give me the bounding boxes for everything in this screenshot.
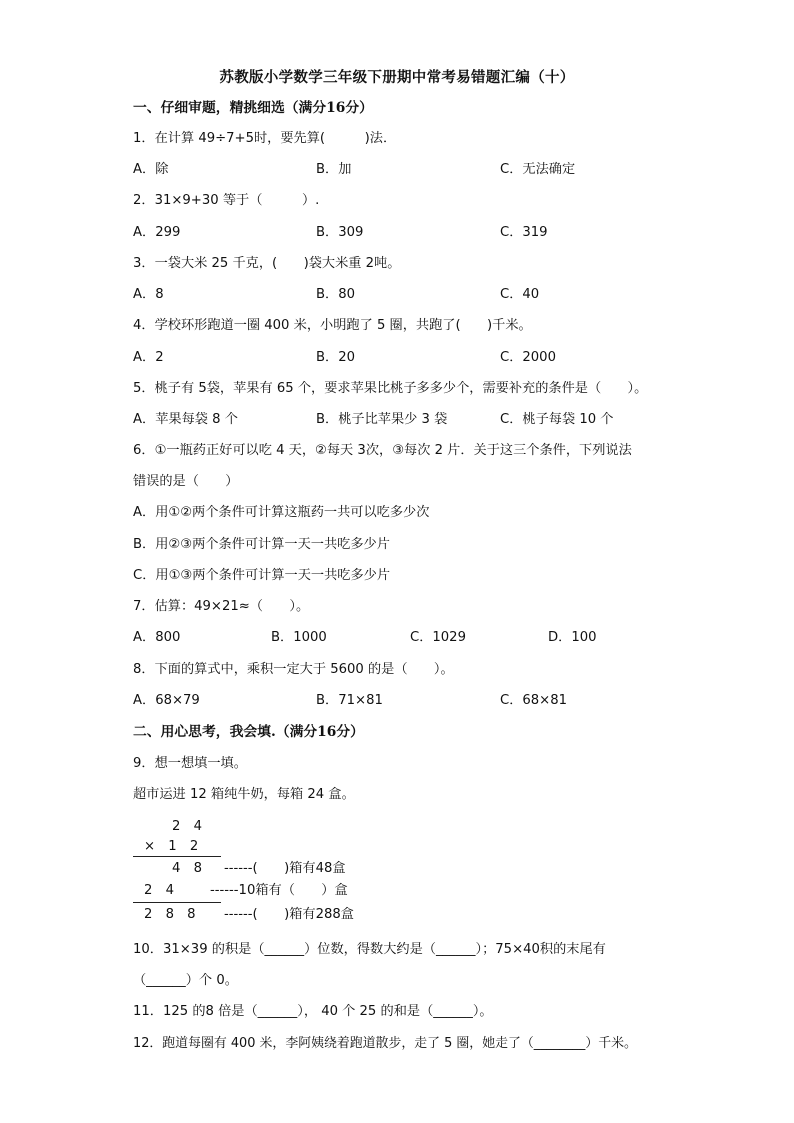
calc-partial-1: 4 8 — [172, 861, 202, 876]
question-9-context: 超市运进 12 箱纯牛奶，每箱 24 盒。 — [133, 787, 355, 802]
calc-rule-1 — [133, 856, 221, 857]
question-4: 4．学校环形跑道一圈 400 米，小明跑了 5 圈，共跑了( )千米。 — [133, 318, 532, 333]
q5-option-b[interactable]: B．桃子比苹果少 3 袋 — [316, 412, 448, 427]
q3-option-c[interactable]: C．40 — [500, 287, 540, 302]
q6-option-a[interactable]: A．用①②两个条件可计算这瓶药一共可以吃多少次 — [133, 505, 430, 520]
question-3: 3．一袋大米 25 千克，( )袋大米重 2吨。 — [133, 256, 401, 271]
question-7: 7．估算：49×21≈（ ）。 — [133, 599, 310, 614]
q1-option-c[interactable]: C．无法确定 — [500, 162, 576, 177]
calc-note-3: ------( )箱有288盒 — [224, 907, 354, 922]
calc-product: 2 8 8 — [144, 907, 196, 922]
q5-option-a[interactable]: A．苹果每袋 8 个 — [133, 412, 238, 427]
calc-partial-2: 2 4 — [144, 883, 174, 898]
calc-note-1: ------( )箱有48盒 — [224, 861, 346, 876]
calc-multiplier: × 1 2 — [144, 839, 199, 854]
question-6-line-2: 错误的是（ ） — [133, 474, 239, 489]
q1-option-b[interactable]: B．加 — [316, 162, 352, 177]
question-2: 2．31×9+30 等于（ ）. — [133, 193, 320, 208]
q3-option-a[interactable]: A．8 — [133, 287, 164, 302]
calc-multiplicand: 2 4 — [172, 819, 202, 834]
q5-option-c[interactable]: C．桃子每袋 10 个 — [500, 412, 614, 427]
section-1-heading: 一、仔细审题，精挑细选（满分16分） — [133, 100, 373, 116]
q4-option-a[interactable]: A．2 — [133, 350, 164, 365]
question-1: 1．在计算 49÷7+5时，要先算( )法． — [133, 131, 397, 146]
q2-option-c[interactable]: C．319 — [500, 225, 548, 240]
q6-option-b[interactable]: B．用②③两个条件可计算一天一共吃多少片 — [133, 537, 390, 552]
q1-option-a[interactable]: A．除 — [133, 162, 169, 177]
section-2-heading: 二、用心思考，我会填.（满分16分） — [133, 724, 364, 740]
q7-option-a[interactable]: A．800 — [133, 630, 181, 645]
q7-option-d[interactable]: D．100 — [548, 630, 597, 645]
calc-note-2: ------10箱有（ ）盒 — [210, 883, 348, 898]
q7-option-c[interactable]: C．1029 — [410, 630, 466, 645]
question-10-line-1: 10．31×39 的积是（______）位数，得数大约是（______）；75×40积的末尾有 — [133, 942, 606, 957]
q8-option-a[interactable]: A．68×79 — [133, 693, 200, 708]
q8-option-b[interactable]: B．71×81 — [316, 693, 383, 708]
question-5: 5．桃子有 5袋，苹果有 65 个，要求苹果比桃子多多少个，需要补充的条件是（ ）。 — [133, 381, 648, 396]
page-title: 苏教版小学数学三年级下册期中常考易错题汇编（十） — [219, 69, 575, 86]
question-12: 12．跑道每圈有 400 米，李阿姨绕着跑道散步，走了 5 圈，她走了（________）千米。 — [133, 1036, 637, 1051]
question-9: 9．想一想填一填。 — [133, 756, 247, 771]
q4-option-b[interactable]: B．20 — [316, 350, 356, 365]
question-10-line-2: （______）个 0。 — [133, 973, 238, 988]
q4-option-c[interactable]: C．2000 — [500, 350, 556, 365]
q2-option-a[interactable]: A．299 — [133, 225, 181, 240]
question-11: 11．125 的8 倍是（______）， 40 个 25 的和是（______）。 — [133, 1004, 493, 1019]
q7-option-b[interactable]: B．1000 — [271, 630, 327, 645]
q8-option-c[interactable]: C．68×81 — [500, 693, 568, 708]
question-8: 8．下面的算式中，乘积一定大于 5600 的是（ ）。 — [133, 662, 454, 677]
calc-rule-2 — [133, 902, 221, 903]
question-6-line-1: 6．①一瓶药正好可以吃 4 天，②每天 3次，③每次 2 片．关于这三个条件，下列说法 — [133, 443, 632, 458]
q2-option-b[interactable]: B．309 — [316, 225, 364, 240]
q6-option-c[interactable]: C．用①③两个条件可计算一天一共吃多少片 — [133, 568, 391, 583]
q3-option-b[interactable]: B．80 — [316, 287, 356, 302]
